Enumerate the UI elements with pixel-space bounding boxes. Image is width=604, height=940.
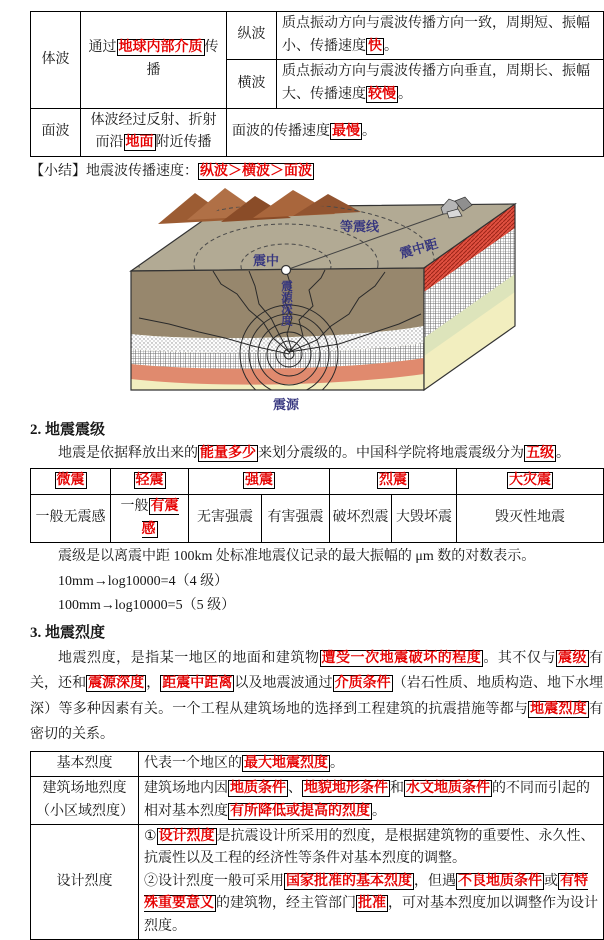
grade-header-cell xyxy=(330,469,457,495)
design-intensity-term-cell: 设计烈度 xyxy=(31,824,139,939)
isoseismal-line-label: 等震线 xyxy=(340,219,380,235)
highlighted-term: 纵波＞横波＞面波 xyxy=(200,164,312,180)
highlighted-term: 不良地质条件 xyxy=(458,873,542,889)
text-segment: 质点振动方向与震波传播方向垂直，周期长、振幅大、传播速度 xyxy=(282,64,590,103)
text-segment: 有密切的关系。 xyxy=(30,701,604,743)
surface-wave-label-cell: 面波 xyxy=(31,108,81,156)
surface-wave-medium-cell xyxy=(81,108,227,156)
text-segment: 附近传播 xyxy=(155,135,212,151)
text-segment: 大毁坏震 xyxy=(396,510,452,526)
grade-desc-cell xyxy=(392,495,457,543)
intensity-intro-paragraph xyxy=(30,646,603,748)
table-row xyxy=(31,469,604,495)
grade-header-cell xyxy=(31,469,111,495)
grade-term: 轻震 xyxy=(135,473,164,489)
intensity-section-heading: 3. 地震烈度 xyxy=(30,624,106,641)
text-segment: 。 xyxy=(384,38,398,54)
text-segment: 。 xyxy=(372,803,386,819)
highlighted-term: 距震中距离 xyxy=(162,676,233,692)
grade-header-cell xyxy=(111,469,189,495)
geologic-layers-front xyxy=(131,268,424,390)
highlighted-term: 有特殊重要意义 xyxy=(144,873,588,912)
highlighted-term: 遭受一次地震破坏的程度 xyxy=(321,650,482,666)
magnitude-grade-table xyxy=(30,468,604,543)
text-segment: 来划分震级的。中国科学院将地震震级分为 xyxy=(258,446,524,462)
text-segment: 。其不仅与 xyxy=(483,650,556,666)
magnitude-intro-paragraph xyxy=(30,443,603,465)
design-intensity-item-2 xyxy=(144,871,598,938)
text-segment: 、 xyxy=(288,781,302,797)
body-wave-label-cell: 体波 xyxy=(31,12,81,109)
epicentral-distance-label: 震中距 xyxy=(397,235,440,262)
grade-header-cell xyxy=(457,469,604,495)
text-segment: 。 xyxy=(556,446,570,462)
text-segment: 建筑场地内因 xyxy=(144,781,228,797)
text-segment: 。 xyxy=(330,755,344,771)
p-wave-desc-cell xyxy=(277,12,604,60)
epicenter-label: 震中 xyxy=(253,253,280,269)
basic-intensity-desc-cell xyxy=(139,751,604,776)
text-segment: 。 xyxy=(362,124,376,140)
epicenter-dot xyxy=(282,266,291,275)
grade-desc-cell xyxy=(457,495,604,543)
text-segment: 通过 xyxy=(88,40,117,56)
text-segment: 有害强震 xyxy=(267,510,324,526)
highlighted-term: 最慢 xyxy=(332,124,360,140)
body-wave-medium-cell xyxy=(81,12,227,109)
seismic-wave-table xyxy=(30,11,604,157)
highlighted-term: 震源深度 xyxy=(88,676,145,692)
highlighted-term: 地貌地形条件 xyxy=(304,781,388,797)
text-segment: ，但遇 xyxy=(414,873,456,889)
text-segment: ， xyxy=(146,676,161,692)
highlighted-term: 快 xyxy=(368,38,382,54)
table-row xyxy=(31,12,604,60)
text-segment: 【小结】地震波传播速度： xyxy=(30,164,198,180)
text-segment: 毁灭性地震 xyxy=(495,510,565,526)
highlighted-term: 设计烈度 xyxy=(158,828,215,844)
text-segment: 的建筑物，经主管部门 xyxy=(216,896,356,912)
basic-intensity-term-cell: 基本烈度 xyxy=(31,751,139,776)
text-segment: 或 xyxy=(544,873,558,889)
grade-desc-cell xyxy=(111,495,189,543)
text-segment: 地震烈度，是指某一地区的地面和建筑物 xyxy=(58,650,320,666)
highlighted-term: 批准 xyxy=(358,896,386,912)
text-segment: 代表一个地区的 xyxy=(144,755,242,771)
grade-term: 微震 xyxy=(56,473,85,489)
text-segment: 以及地震波通过 xyxy=(234,676,333,692)
text-segment: 面波的传播速度 xyxy=(232,124,330,140)
text-segment: 一般无震感 xyxy=(35,510,106,526)
magnitude-definition-note: 震级是以离震中距 100km 处标准地震仪记录的最大振幅的 μm 数的对数表示。 xyxy=(58,549,536,565)
highlighted-term: 介质条件 xyxy=(334,676,391,692)
grade-desc-cell xyxy=(31,495,111,543)
highlighted-term: 地面 xyxy=(125,135,154,151)
text-segment: 的不同而引起的相对基本烈度 xyxy=(144,781,590,819)
s-wave-desc-cell xyxy=(277,60,604,108)
highlighted-term: 五级 xyxy=(526,446,554,462)
highlighted-term: 最大地震烈度 xyxy=(244,755,328,771)
intensity-table xyxy=(30,751,604,940)
earthquake-block-illustration xyxy=(103,186,523,416)
text-segment: 破坏烈震 xyxy=(332,510,389,526)
design-intensity-item-1 xyxy=(144,826,598,871)
text-segment: 地震是依据释放出来的 xyxy=(58,446,198,462)
grade-term: 烈震 xyxy=(379,473,407,489)
grade-header-cell xyxy=(189,469,330,495)
focal-depth-label: 震源深度 xyxy=(280,280,292,327)
highlighted-term: 地震烈度 xyxy=(530,701,588,717)
grade-term: 大灾震 xyxy=(509,473,551,489)
highlighted-term: 水文地质条件 xyxy=(406,781,490,797)
text-segment: 和 xyxy=(390,781,404,797)
site-intensity-desc-cell xyxy=(139,777,604,825)
grade-term: 强震 xyxy=(245,473,273,489)
table-row xyxy=(31,777,604,825)
table-row xyxy=(31,495,604,543)
earthquake-structure-diagram xyxy=(103,186,523,416)
text-segment: ① xyxy=(144,828,157,844)
term-line: （小区域烈度） xyxy=(36,803,134,819)
text-segment: 质点振动方向与震波传播方向一致，周期短、振幅小、传播速度 xyxy=(282,16,590,54)
text-segment: 体波经过反射、折射而沿 xyxy=(90,112,217,151)
term-line: 建筑场地烈度 xyxy=(42,781,127,797)
highlighted-term: 能量多少 xyxy=(200,446,256,462)
magnitude-formula-2: 100mm→log10000=5（5 级） xyxy=(58,598,236,614)
highlighted-term: 较慢 xyxy=(368,87,396,103)
table-row xyxy=(31,108,604,156)
text-segment: 有关，还和 xyxy=(30,650,604,692)
p-wave-label-cell: 纵波 xyxy=(227,12,277,60)
text-segment: ②设计烈度一般可采用 xyxy=(144,873,284,889)
magnitude-section-heading: 2. 地震震级 xyxy=(30,422,106,439)
site-intensity-term-cell xyxy=(31,777,139,825)
design-intensity-desc-cell xyxy=(139,824,604,939)
grade-desc-cell xyxy=(330,495,392,543)
highlighted-term: 地球内部介质 xyxy=(118,40,203,56)
table-row xyxy=(31,751,604,776)
text-segment: 无害强震 xyxy=(197,510,253,526)
grade-desc-cell xyxy=(262,495,330,543)
highlighted-term: 国家批准的基本烈度 xyxy=(286,873,412,889)
surface-wave-desc-cell xyxy=(227,108,604,156)
speed-summary-line xyxy=(30,161,603,183)
magnitude-formula-1: 10mm→log10000=4（4 级） xyxy=(58,573,229,589)
highlighted-term: 地质条件 xyxy=(230,781,286,797)
text-segment: （岩石性质、地质构造、地下水埋深）等多种因素有关。一个工程从建筑场地的选择到工程建筑的抗震措施等都与 xyxy=(30,676,604,717)
text-segment: 一般 xyxy=(120,499,149,515)
s-wave-label-cell: 横波 xyxy=(227,60,277,108)
highlighted-term: 有所降低或提高的烈度 xyxy=(230,803,370,819)
text-segment: 传播 xyxy=(146,40,219,78)
focus-label: 震源 xyxy=(273,397,300,413)
highlighted-term: 震级 xyxy=(557,650,588,666)
grade-desc-cell xyxy=(189,495,262,543)
text-segment: 。 xyxy=(398,87,412,103)
highlighted-term: 有震感 xyxy=(141,499,179,537)
text-segment: 是抗震设计所采用的烈度，是根据建筑物的重要性、永久性、抗震性以及工程的经济性等条件对基本烈度的调整。 xyxy=(144,828,595,867)
text-segment: ，可对基本烈度加以调整作为设计烈度。 xyxy=(144,896,598,934)
table-row xyxy=(31,824,604,939)
